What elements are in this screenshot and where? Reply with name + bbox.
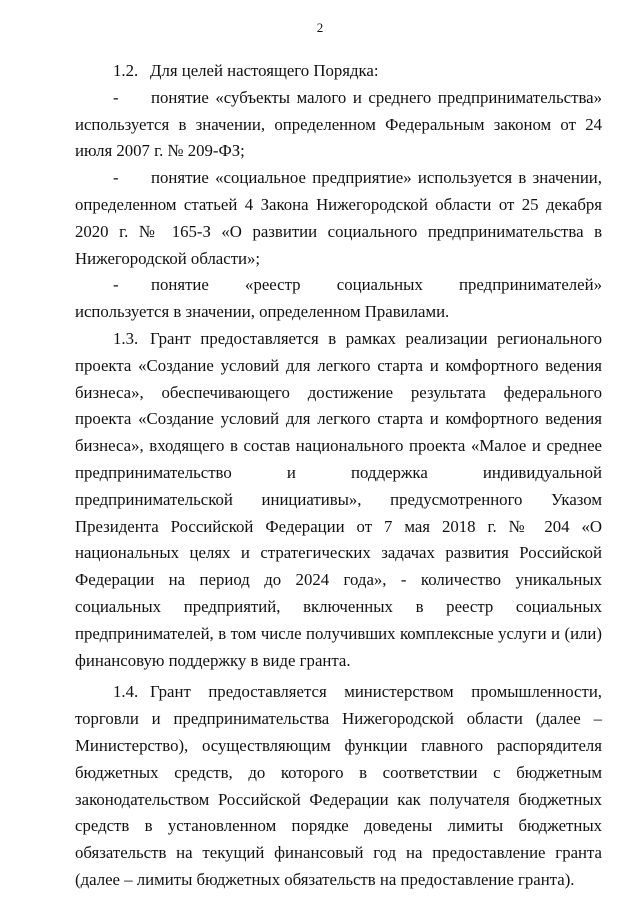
page-number: 2 bbox=[316, 20, 324, 35]
clause-text: Для целей настоящего Порядка: bbox=[150, 61, 379, 80]
document-body bbox=[75, 58, 602, 894]
dash-bullet: - bbox=[113, 87, 119, 107]
definition-text: понятие «социальное предприятие» используется в значении, определенном статьей 4 Закона Нижегородской области от 25 декабря 2020 г. № 165-З «О развитии социального предпринимательства в Нижегородской области»; bbox=[75, 168, 602, 268]
dash-bullet: - bbox=[113, 168, 119, 188]
definition-item-registry bbox=[75, 272, 602, 326]
definition-item-social-enterprise bbox=[75, 165, 602, 272]
clause-number: 1.2. bbox=[113, 61, 139, 80]
clause-text: Грант предоставляется в рамках реализации регионального проекта «Создание условий для легкого старта и комфортного ведения бизнеса», обеспечивающего достижение результата федерального проекта «Создание условий для легкого старта и комфортного ведения бизнеса», входящего в состав национального проекта «Малое и среднее предпринимательство и поддержка индивидуальной предпринимательской инициативы», предусмотренного Указом Президента Российской Федерации от 7 мая 2018 г. № 204 «О национальных целях и стратегических задачах развития Российской Федерации на период до 2024 года», - количество уникальных социальных предприятий, включенных в реестр социальных предпринимателей, в том числе получивших комплексные услуги и (или) финансовую поддержку в виде гранта. bbox=[75, 328, 602, 670]
clause-text: Грант предоставляется министерством промышленности, торговли и предпринимательства Нижегородской области (далее – Министерство), осуществляющим функции главного распорядителя бюджетных средств, до которого в соответствии с бюджетным законодательством Российской Федерации как получателя бюджетных средств в установленном порядке доведены лимиты бюджетных обязательств на текущий финансовый год на предоставление гранта (далее – лимиты бюджетных обязательств на предоставление гранта). bbox=[75, 682, 602, 889]
definition-text: понятие «субъекты малого и среднего предпринимательства» используется в значении, определенном Федеральным законом от 24 июля 2007 г. № 209-ФЗ; bbox=[75, 87, 602, 161]
clause-number: 1.4. bbox=[113, 682, 139, 702]
clause-number: 1.3. bbox=[113, 328, 139, 348]
dash-bullet: - bbox=[113, 275, 119, 295]
clause-1-4 bbox=[75, 679, 602, 893]
definition-text: понятие «реестр социальных предпринимателей» используется в значении, определенном Правилами. bbox=[75, 275, 602, 322]
definition-item-smb bbox=[75, 85, 602, 165]
clause-1-2 bbox=[75, 58, 602, 85]
clause-1-3 bbox=[75, 326, 602, 674]
